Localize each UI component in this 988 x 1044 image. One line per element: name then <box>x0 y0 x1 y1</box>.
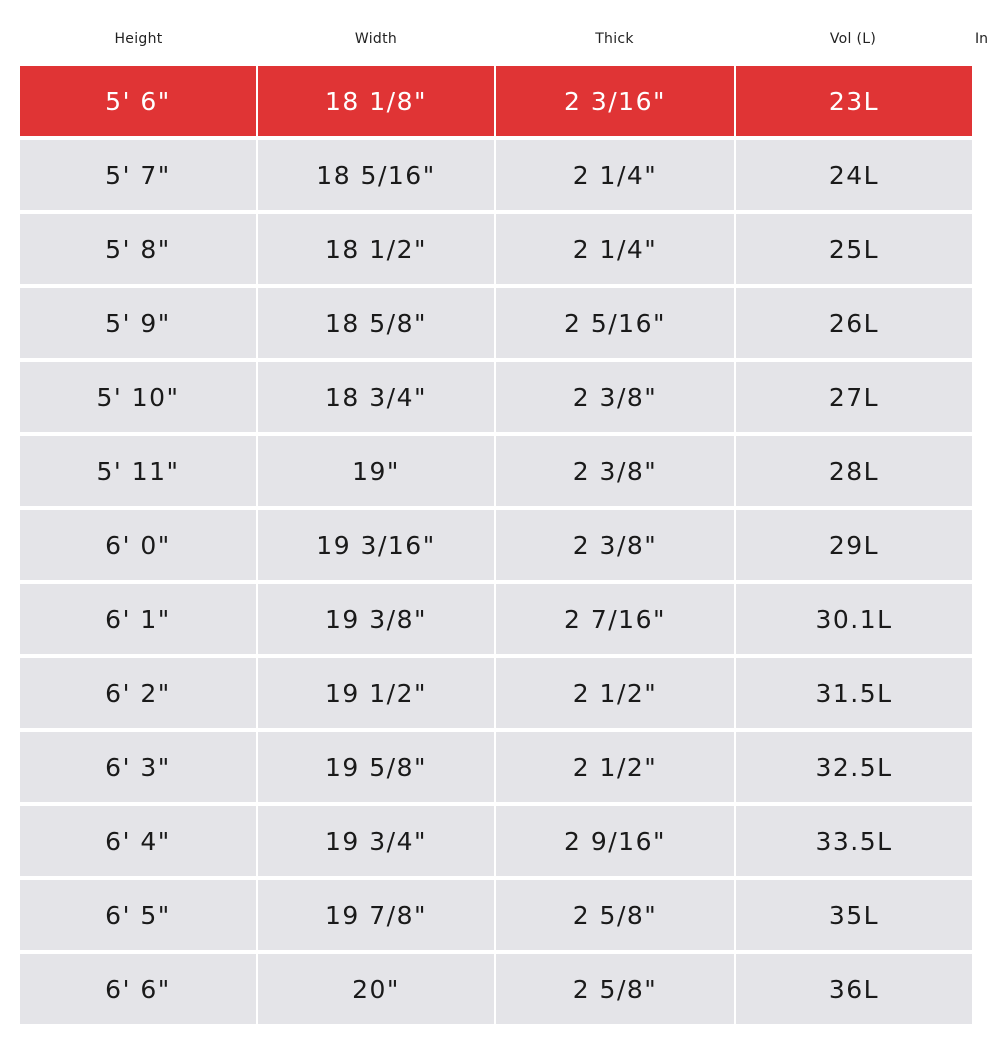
thick-cell: 2 3/8" <box>496 510 734 580</box>
table-row <box>20 510 972 580</box>
volume-cell: 25L <box>736 214 972 284</box>
table-row <box>20 880 972 950</box>
height-cell: 6' 5" <box>20 880 256 950</box>
height-cell: 5' 11" <box>20 436 256 506</box>
volume-cell: 29L <box>736 510 972 580</box>
width-cell: 19 3/16" <box>258 510 494 580</box>
thick-cell: 2 3/8" <box>496 362 734 432</box>
volume-cell: 33.5L <box>736 806 972 876</box>
table-body <box>20 66 972 1024</box>
width-cell: 19 1/2" <box>258 658 494 728</box>
thick-cell: 2 1/2" <box>496 658 734 728</box>
volume-cell: 24L <box>736 140 972 210</box>
volume-cell: 36L <box>736 954 972 1024</box>
volume-cell: 30.1L <box>736 584 972 654</box>
volume-cell: 28L <box>736 436 972 506</box>
thick-cell: 2 1/4" <box>496 214 734 284</box>
volume-cell: 35L <box>736 880 972 950</box>
table-header-row <box>20 20 988 58</box>
volume-cell: 27L <box>736 362 972 432</box>
width-cell: 18 3/4" <box>258 362 494 432</box>
table-row <box>20 214 972 284</box>
volume-cell: 26L <box>736 288 972 358</box>
height-cell: 6' 6" <box>20 954 256 1024</box>
table-row <box>20 436 972 506</box>
thick-cell: 2 3/8" <box>496 436 734 506</box>
table-row <box>20 658 972 728</box>
width-cell: 18 1/2" <box>258 214 494 284</box>
table-row <box>20 732 972 802</box>
table-row <box>20 288 972 358</box>
height-cell: 6' 0" <box>20 510 256 580</box>
width-cell: 19 3/8" <box>258 584 494 654</box>
volume-cell: 23L <box>736 66 972 136</box>
header-width: Width <box>354 31 398 47</box>
thick-cell: 2 7/16" <box>496 584 734 654</box>
table-row <box>20 954 972 1024</box>
thick-cell: 2 5/8" <box>496 954 734 1024</box>
thick-cell: 2 9/16" <box>496 806 734 876</box>
table-row <box>20 584 972 654</box>
width-cell: 19" <box>258 436 494 506</box>
header-overflow-clipped: In <box>975 31 988 47</box>
width-cell: 18 5/16" <box>258 140 494 210</box>
thick-cell: 2 1/4" <box>496 140 734 210</box>
height-cell: 6' 3" <box>20 732 256 802</box>
height-cell: 6' 2" <box>20 658 256 728</box>
volume-cell: 32.5L <box>736 732 972 802</box>
width-cell: 19 7/8" <box>258 880 494 950</box>
table-row <box>20 140 972 210</box>
thick-cell: 2 3/16" <box>496 66 734 136</box>
width-cell: 18 1/8" <box>258 66 494 136</box>
table-row <box>20 362 972 432</box>
thick-cell: 2 5/16" <box>496 288 734 358</box>
table-row <box>20 66 972 136</box>
height-cell: 5' 9" <box>20 288 256 358</box>
height-cell: 5' 6" <box>20 66 256 136</box>
height-cell: 5' 8" <box>20 214 256 284</box>
thick-cell: 2 1/2" <box>496 732 734 802</box>
height-cell: 5' 7" <box>20 140 256 210</box>
height-cell: 6' 4" <box>20 806 256 876</box>
height-cell: 5' 10" <box>20 362 256 432</box>
width-cell: 19 5/8" <box>258 732 494 802</box>
header-height: Height <box>114 31 163 47</box>
header-thick: Thick <box>595 31 634 47</box>
table-row <box>20 806 972 876</box>
height-cell: 6' 1" <box>20 584 256 654</box>
width-cell: 19 3/4" <box>258 806 494 876</box>
width-cell: 18 5/8" <box>258 288 494 358</box>
header-volume: Vol (L) <box>829 31 877 47</box>
thick-cell: 2 5/8" <box>496 880 734 950</box>
width-cell: 20" <box>258 954 494 1024</box>
size-chart-table <box>20 20 988 1028</box>
volume-cell: 31.5L <box>736 658 972 728</box>
